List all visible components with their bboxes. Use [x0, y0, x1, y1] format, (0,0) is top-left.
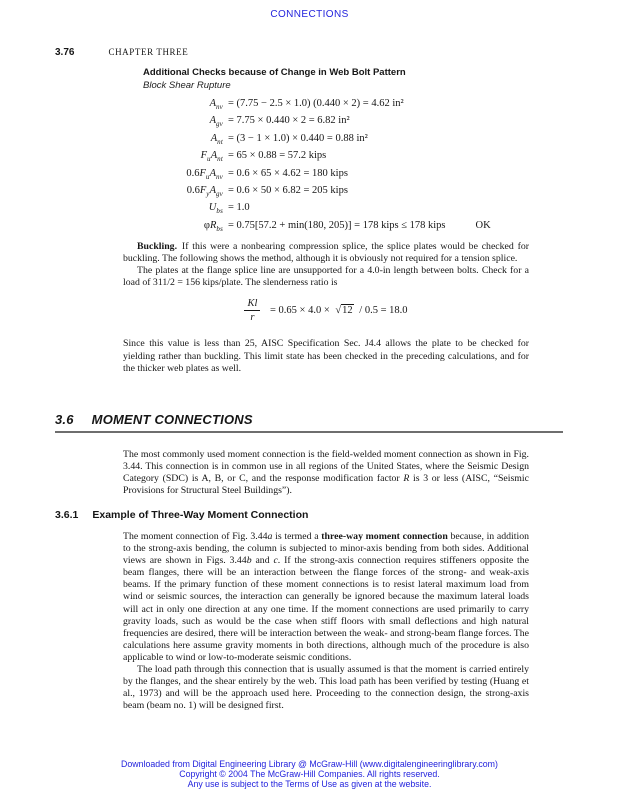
fraction-numerator: Kl: [244, 298, 260, 311]
radicand: 12: [342, 305, 353, 317]
page-header: [55, 42, 188, 60]
blockshear-heading: Additional Checks because of Change in Web Bolt Pattern: [143, 67, 406, 78]
equation-row: $A_{nt}$ = (3 − 1 × 1.0) × 0.440 = 0.88 in²: [210, 132, 368, 146]
equation-row: $0.6F_uA_{nv}$ = 0.6 × 65 × 4.62 = 180 kips: [186, 167, 348, 181]
fraction-denominator: r: [250, 312, 255, 324]
section-paragraph-1: The most commonly used moment connection is the field-welded moment connection as shown in Fig. 3.44. This connection is in common use in all regions of the United States, where the Seismic Design Category (SDC) is A, B, or C, and the response modification factor R is 3 or less (AISC, “Seismic Provisions for Structural Steel Buildings”).: [123, 449, 529, 497]
subsection-heading-3-6-1: [55, 509, 308, 521]
subsection-paragraph-1: The moment connection of Fig. 3.44a is termed a three-way moment connection because, in addition to the strong-axis bending, the column is subjected to minor-axis bending from both sides. Additional views are shown in Figs. 3.44b and c. If the strong-axis connection requires stiffeners opposite the beam flanges, there will be an interaction between the flange forces of the strong- and weak-axis beams. If the primary function of these moment connections is to resist lateral maximum load from wind or seismic sources, the interaction can generally be ignored because the maximum lateral loads will act in only one direction at any one time. If the moment connections are used primarily to carry gravity loads, such as would be the case when stiff floors with small deflections and high natural frequencies are desired, there will be interaction between the weak- and strong-beam flange forces. The calculations here assume gravity moments in both directions, although much of the procedure is also applicable to wind or low-to-moderate seismic conditions.: [123, 531, 529, 663]
equation-row: $A_{gv}$ = 7.75 × 0.440 × 2 = 6.82 in²: [209, 115, 350, 129]
equation-tail: / 0.5 = 18.0: [359, 305, 408, 317]
footer-line-2: Copyright © 2004 The McGraw-Hill Companies. All rights reserved.: [179, 769, 440, 779]
page-number: 3.76: [55, 47, 75, 58]
copyright-footer: [0, 759, 619, 789]
radical-sign: √: [335, 305, 342, 317]
section-number: 3.6: [55, 412, 74, 427]
equation-ok-note: OK: [475, 219, 491, 231]
equation-row: $\varphi R_{bs}$ = 0.75[57.2 + min(180, 205)] = 178 kips ≤ 178 kips OK: [203, 219, 491, 233]
section-title: MOMENT CONNECTIONS: [91, 412, 253, 427]
buckling-paragraph-3: Since this value is less than 25, AISC Specification Sec. J4.4 allows the plate to be checked for yielding rather than buckling. This limit state has been checked in the preceding calculations, and for the thicker web plates as well.: [123, 338, 529, 374]
equation-row: $A_{nv}$ = (7.75 − 2.5 × 1.0) (0.440 × 2) = 4.62 in²: [209, 98, 404, 112]
buckling-paragraph-2: The plates at the flange splice line are unsupported for a 4.0-in length between bolts. Check for a load of 311/2 = 156 kips/plate. The slenderness ratio is: [123, 265, 529, 289]
subsection-paragraph-2: The load path through this connection that is usually assumed is that the moment is carried entirely by the flanges, and the shear entirely by the web. This load path has been verified by testing (Huang et al., 1973) and will be the approach used here. Proceeding to the connection design, the strong-axis beam (beam no. 1) will be designed first.: [123, 664, 529, 712]
equation-row: $F_uA_{nt}$ = 65 × 0.88 = 57.2 kips: [200, 150, 327, 164]
equation-row: $0.6F_yA_{gv}$ = 0.6 × 50 × 6.82 = 205 kips: [186, 184, 348, 199]
blockshear-subheading: Block Shear Rupture: [143, 80, 231, 91]
footer-line-3: Any use is subject to the Terms of Use as given at the website.: [187, 779, 432, 789]
kl-over-r-fraction: [244, 298, 260, 323]
square-root: [335, 304, 353, 316]
chapter-title: CHAPTER THREE: [108, 47, 189, 57]
section-intro: [123, 449, 529, 497]
footer-line-1: Downloaded from Digital Engineering Library @ McGraw-Hill (www.digitalengineeringlibrary.com): [121, 759, 498, 769]
blockshear-equations: [123, 98, 535, 237]
equation-row: $U_{bs}$ = 1.0: [208, 202, 250, 216]
section-heading-3-6: [55, 412, 563, 433]
slenderness-equation: [123, 298, 529, 323]
equation-middle: = 0.65 × 4.0 ×: [270, 305, 330, 317]
subsection-body: [123, 531, 529, 712]
subsection-title: Example of Three-Way Moment Connection: [92, 509, 309, 521]
buckling-section: [123, 241, 529, 375]
running-head: CONNECTIONS: [270, 9, 349, 20]
subsection-number: 3.6.1: [55, 509, 79, 521]
buckling-paragraph-1: Buckling. If this were a nonbearing compression splice, the splice plates would be checked for buckling. The following shows the method, although it is obviously not required for a tension splice.: [123, 241, 529, 265]
